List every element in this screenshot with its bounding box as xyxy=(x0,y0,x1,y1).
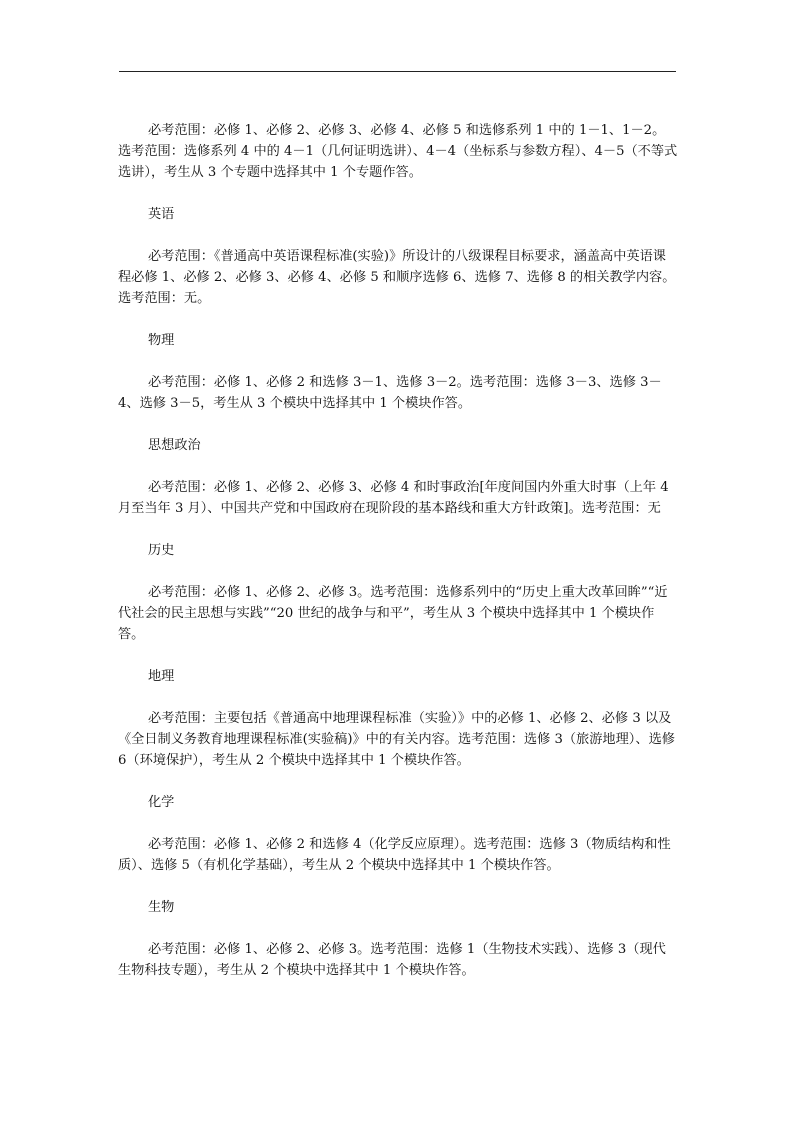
physics-paragraph: 必考范围：必修 1、必修 2 和选修 3－1、选修 3－2。选考范围：选修 3－3、选修 3－4、选修 3－5，考生从 3 个模块中选择其中 1 个模块作答。 xyxy=(118,375,662,411)
geography-paragraph: 必考范围：主要包括《普通高中地理课程标准（实验）》中的必修 1、必修 2、必修 3 以及《全日制义务教育地理课程标准(实验稿)》中的有关内容。选考范围：选修 3（旅游地理）、选修 6（环境保护），考生从 2 个模块中选择其中 1 个模块作答。 xyxy=(118,711,675,768)
document-body xyxy=(118,120,678,981)
history-paragraph: 必考范围：必修 1、必修 2、必修 3。选考范围：选修系列中的“历史上重大改革回眸”“近代社会的民主思想与实践”“20 世纪的战争与和平”，考生从 3 个模块中选择其中 1 个模块作答。 xyxy=(118,585,668,642)
politics-paragraph: 必考范围：必修 1、必修 2、必修 3、必修 4 和时事政治[年度间国内外重大时事（上年 4 月至当年 3 月）、中国共产党和中国政府在现阶段的基本路线和重大方针政策]。选考范围：无 xyxy=(118,480,669,516)
geography-heading: 地理 xyxy=(148,669,175,684)
english-paragraph: 必考范围：《普通高中英语课程标准(实验)》所设计的八级课程目标要求，涵盖高中英语课程必修 1、必修 2、必修 3、必修 4、必修 5 和顺序选修 6、选修 7、选修 8 的相关教学内容。选考范围：无。 xyxy=(118,249,676,306)
physics-heading: 物理 xyxy=(148,333,175,348)
politics-heading: 思想政治 xyxy=(148,438,201,453)
chemistry-paragraph: 必考范围：必修 1、必修 2 和选修 4（化学反应原理）。选考范围：选修 3（物质结构和性质）、选修 5（有机化学基础），考生从 2 个模块中选择其中 1 个模块作答。 xyxy=(118,837,671,873)
chemistry-heading: 化学 xyxy=(148,795,175,810)
biology-heading: 生物 xyxy=(148,900,175,915)
math-paragraph: 必考范围：必修 1、必修 2、必修 3、必修 4、必修 5 和选修系列 1 中的 1－1、1－2。选考范围：选修系列 4 中的 4－1（几何证明选讲）、4－4（坐标系与参数方程）、4－5（不等式选讲），考生从 3 个专题中选择其中 1 个专题作答。 xyxy=(118,123,678,180)
history-heading: 历史 xyxy=(148,543,175,558)
header-rule xyxy=(119,71,676,72)
biology-paragraph: 必考范围：必修 1、必修 2、必修 3。选考范围：选修 1（生物技术实践）、选修 3（现代生物科技专题），考生从 2 个模块中选择其中 1 个模块作答。 xyxy=(118,942,666,978)
english-heading: 英语 xyxy=(148,207,175,222)
